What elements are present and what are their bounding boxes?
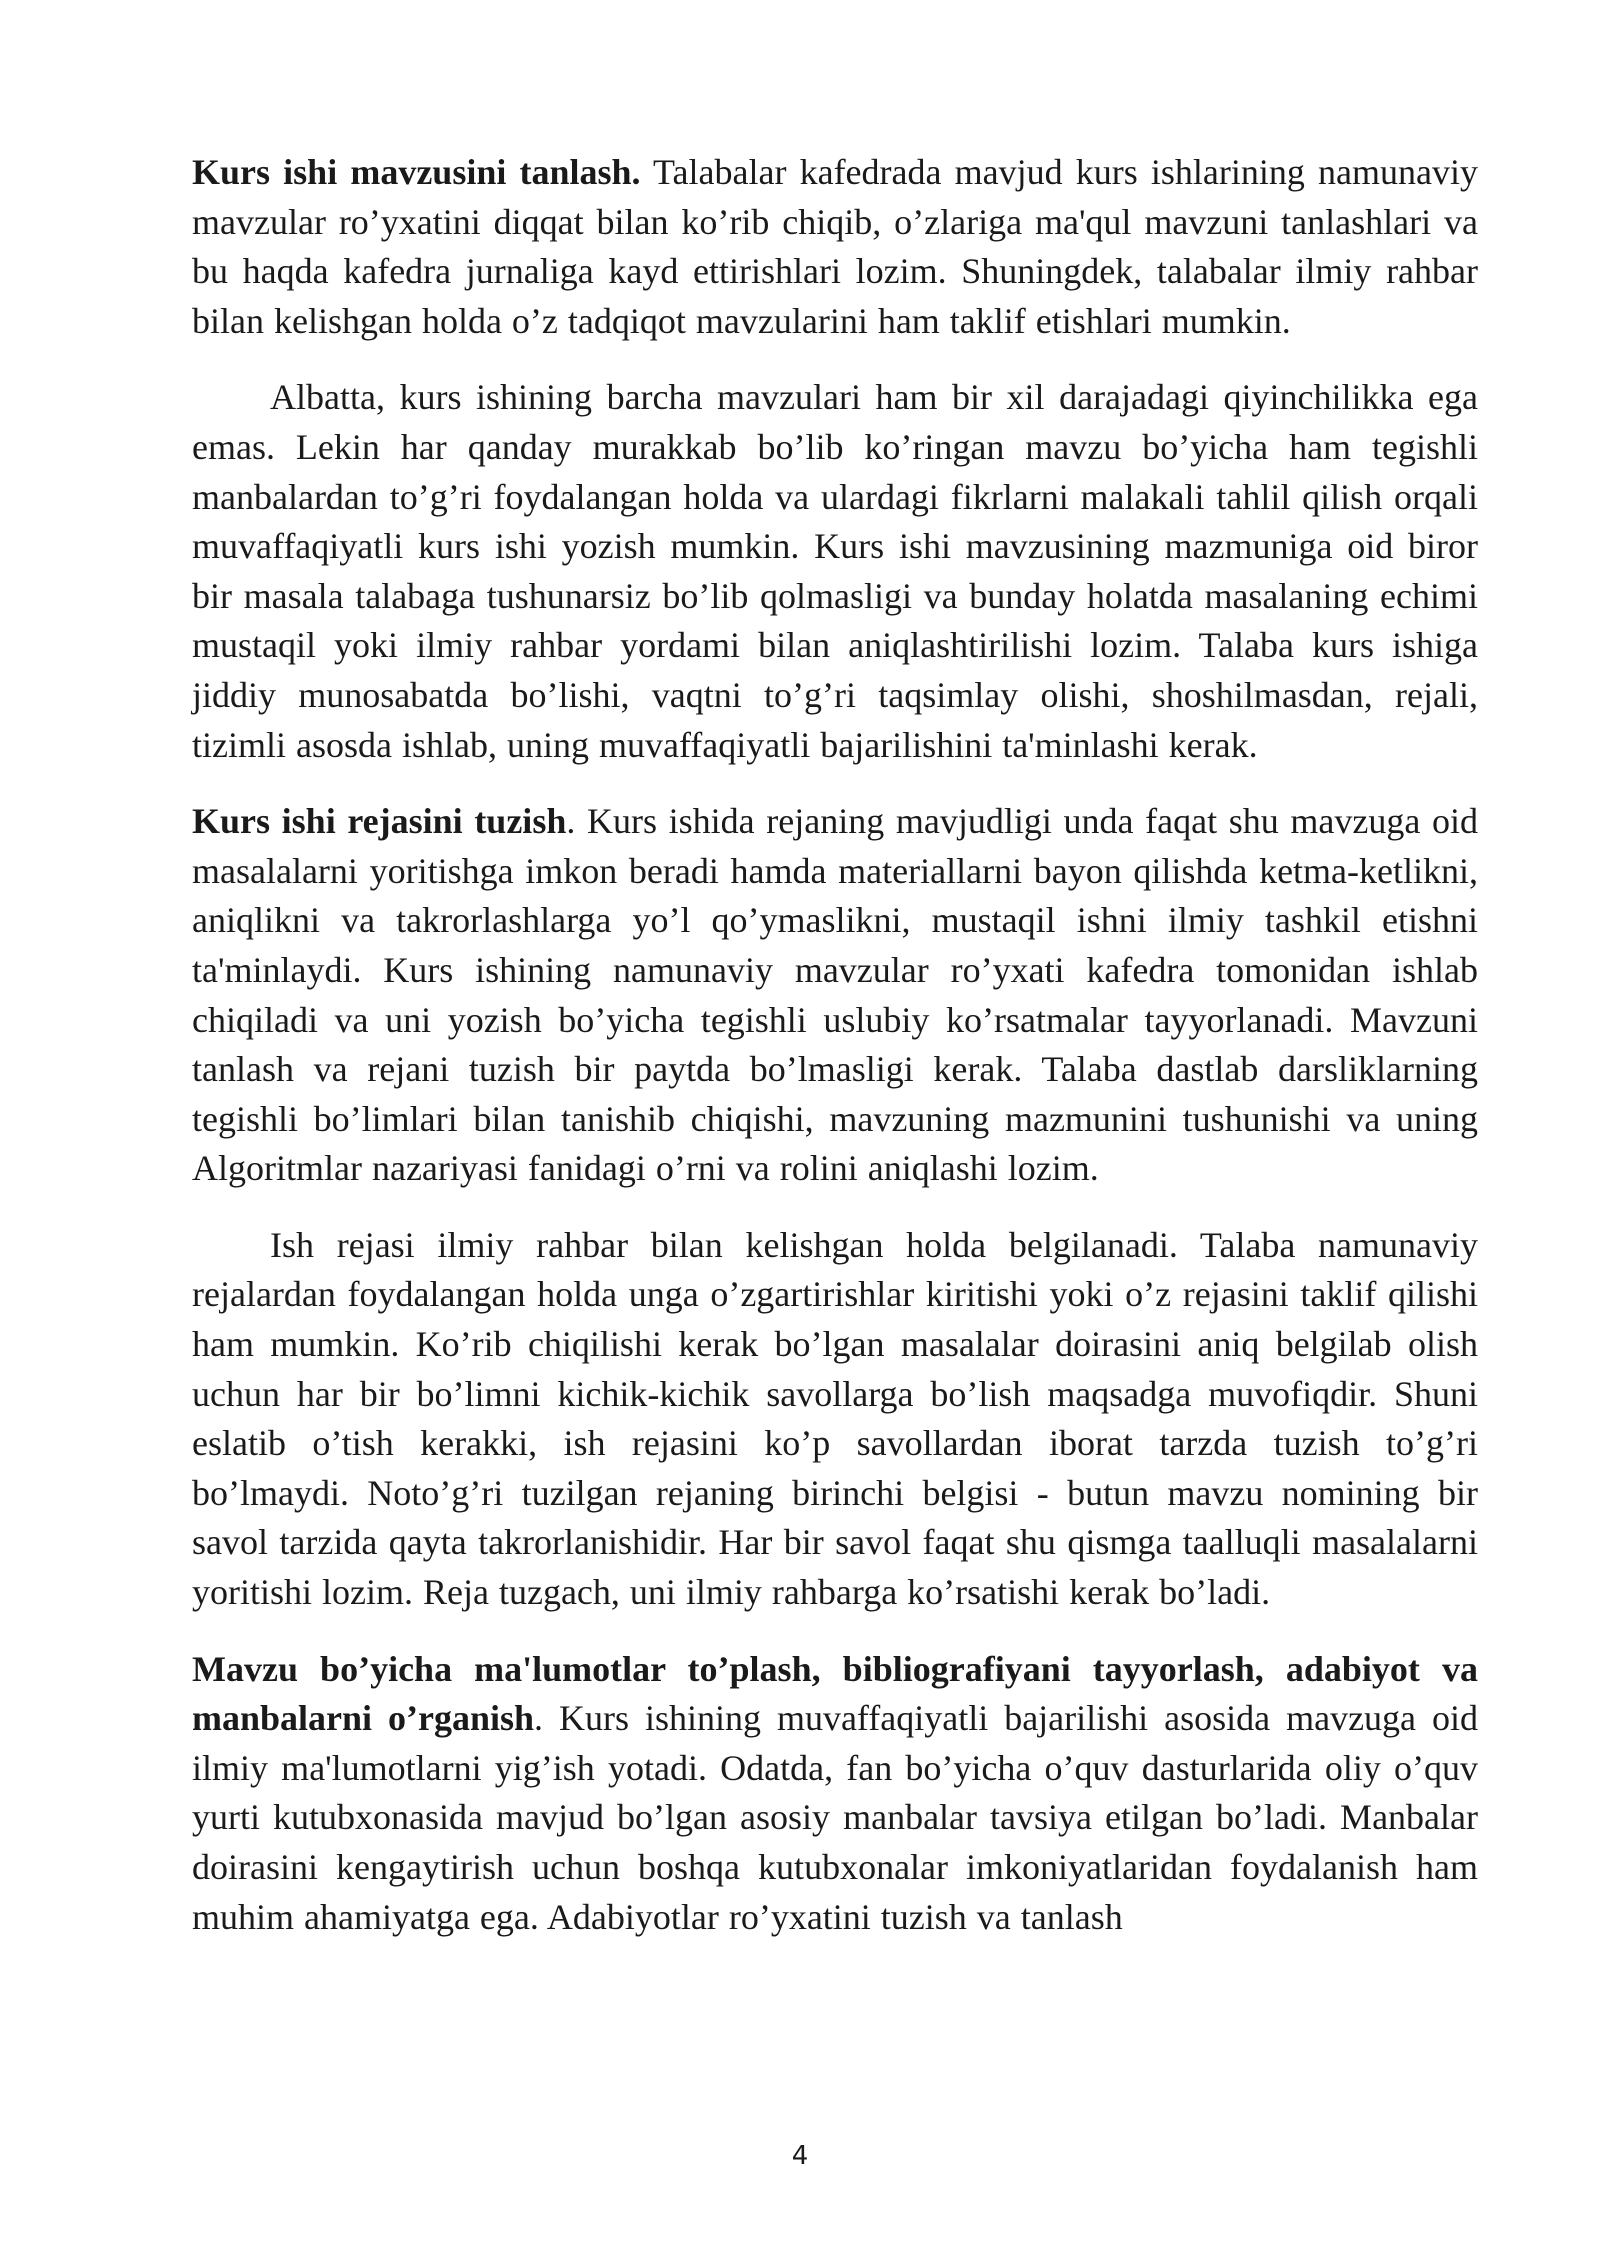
paragraph-text: Ish rejasi ilmiy rahbar bilan kelishgan holda belgilanadi. Talaba namunaviy rejalardan foydalangan holda unga o’zgartirishlar kiritishi yoki o’z rejasini taklif qilishi ham mumkin. Ko’rib chiqilishi kerak bo’lgan masalalar doirasini aniq belgilab olish uchun har bir bo’limni kichik-kichik savollarga bo’lish maqsadga muvofiqdir. Shuni eslatib o’tish kerakki, ish rejasini ko’p savollardan iborat tarzda tuzish to’g’ri bo’lmaydi. Noto’g’ri tuzilgan rejaning birinchi belgisi - butun mavzu nomining bir savol tarzida qayta takrorlanishidir. Har bir savol faqat shu qismga taalluqli masalalarni yoritishi lozim. Reja tuzgach, uni ilmiy rahbarga ko’rsatishi kerak bo’ladi. <box>192 1224 1478 1613</box>
page-body <box>192 148 1478 1942</box>
paragraph-difficulty <box>192 373 1478 770</box>
paragraph-heading: Kurs ishi mavzusini tanlash. <box>192 152 641 192</box>
paragraph-topic-selection <box>192 148 1478 346</box>
paragraph-work-plan <box>192 1221 1478 1618</box>
paragraph-text: Albatta, kurs ishining barcha mavzulari ham bir xil darajadagi qiyinchilikka ega emas. Lekin har qanday murakkab bo’lib ko’ringan mavzu bo’yicha ham tegishli manbalardan to’g’ri foydalangan holda va ulardagi fikrlarni malakali tahlil qilish orqali muvaffaqiyatli kurs ishi yozish mumkin. Kurs ishi mavzusining mazmuniga oid biror bir masala talabaga tushunarsiz bo’lib qolmasligi va bunday holatda masalaning echimi mustaqil yoki ilmiy rahbar yordami bilan aniqlashtirilishi lozim. Talaba kurs ishiga jiddiy munosabatda bo’lishi, vaqtni to’g’ri taqsimlay olishi, shoshilmasdan, rejali, tizimli asosda ishlab, uning muvaffaqiyatli bajarilishini ta'minlashi kerak. <box>192 377 1478 765</box>
paragraph-sources <box>192 1645 1478 1943</box>
paragraph-text: . Kurs ishida rejaning mavjudligi unda faqat shu mavzuga oid masalalarni yoritishga imkon beradi hamda materiallarni bayon qilishda ketma-ketlikni, aniqlikni va takrorlashlarga yo’l qo’ymaslikni, mustaqil ishni ilmiy tashkil etishni ta'minlaydi. Kurs ishining namunaviy mavzular ro’yxati kafedra tomonidan ishlab chiqiladi va uni yozish bo’yicha tegishli uslubiy ko’rsatmalar tayyorlanadi. Mavzuni tanlash va rejani tuzish bir paytda bo’lmasligi kerak. Talaba dastlab darsliklarning tegishli bo’limlari bilan tanishib chiqishi, mavzuning mazmunini tushunishi va uning Algoritmlar nazariyasi fanidagi o’rni va rolini aniqlashi lozim. <box>192 801 1478 1189</box>
paragraph-heading: Mavzu bo’yicha ma'lumotlar to’plash, bibliografiyani tayyorlash, adabiyot va manbalarni o’rganish <box>192 1648 1478 1739</box>
paragraph-text: . Kurs ishining muvaffaqiyatli bajarilishi asosida mavzuga oid ilmiy ma'lumotlarni yig’ish yotadi. Odatda, fan bo’yicha o’quv dasturlarida oliy o’quv yurti kutubxonasida mavjud bo’lgan asosiy manbalar tavsiya etilgan bo’ladi. Manbalar doirasini kengaytirish uchun boshqa kutubxonalar imkoniyatlaridan foydalanish ham muhim ahamiyatga ega. Adabiyotlar ro’yxatini tuzish va tanlash <box>192 1698 1478 1937</box>
paragraph-text: Talabalar kafedrada mavjud kurs ishlarining namunaviy mavzular ro’yxatini diqqat bilan ko’rib chiqib, o’zlariga ma'qul mavzuni tanlashlari va bu haqda kafedra jurnaliga kayd ettirishlari lozim. Shuningdek, talabalar ilmiy rahbar bilan kelishgan holda o’z tadqiqot mavzularini ham taklif etishlari mumkin. <box>192 152 1478 341</box>
paragraph-plan <box>192 797 1478 1194</box>
paragraph-heading: Kurs ishi rejasini tuzish <box>192 801 567 842</box>
page-number: 4 <box>791 2141 809 2171</box>
